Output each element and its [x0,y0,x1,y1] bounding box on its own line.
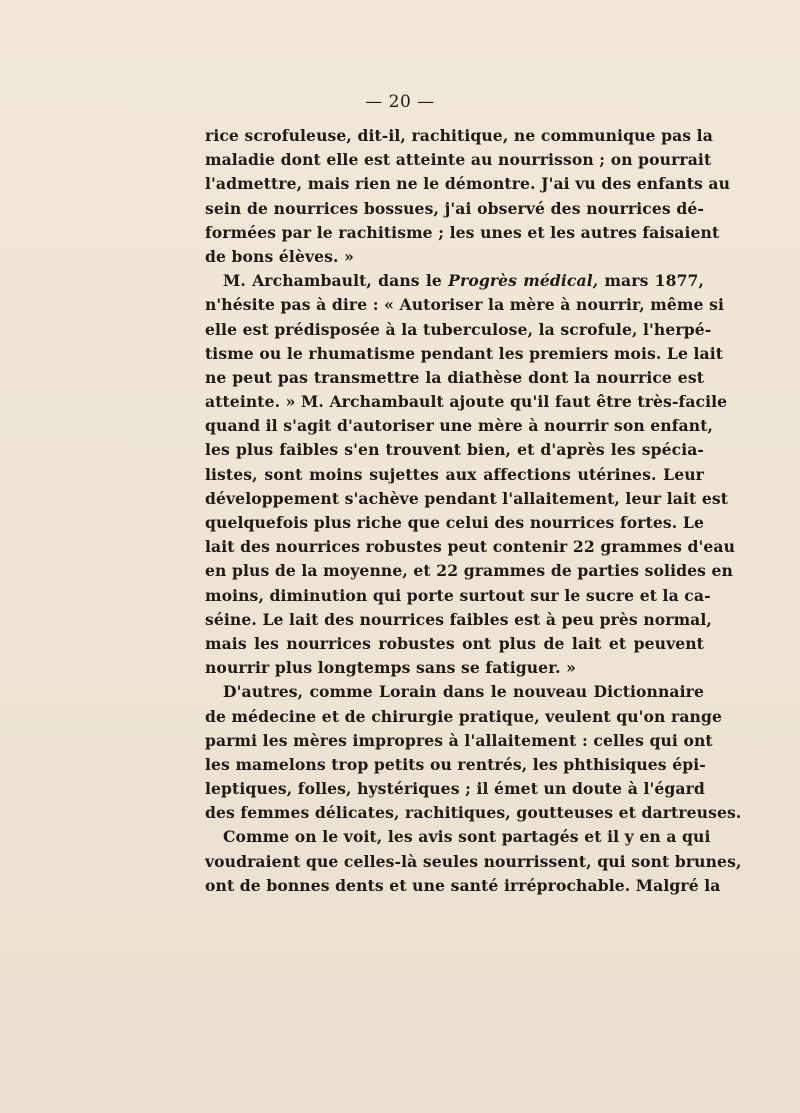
text-line: ont de bonnes dents et une santé irréprochable. Malgré la [205,875,721,895]
text-line: D'autres, comme Lorain dans le nouveau Dictionnaire [223,682,704,702]
text-line: mais les nourrices robustes ont plus de lait et peuvent [205,633,704,653]
text-line: des femmes délicates, rachitiques, goutteuses et dartreuses. [205,803,742,823]
text-line: quand il s'agit d'autoriser une mère à nourrir son enfant, [205,416,714,436]
text-line: nourrir plus longtemps sans se fatiguer. » [205,658,576,678]
journal-title: Progrès médical, [448,271,599,291]
text-line: parmi les mères impropres à l'allaitement : celles qui ont [205,730,713,750]
text-line: atteinte. » M. Archambault ajoute qu'il faut être très-facile [205,392,728,412]
text-line: Comme on le voit, les avis sont partagés et il y en a qui [223,827,711,847]
text-segment: mars 1877, [598,271,705,291]
text-line: leptiques, folles, hystériques ; il émet un doute à l'égard [205,779,705,799]
text-line: développement s'achève pendant l'allaitement, leur lait est [205,488,729,508]
text-line: de bons élèves. » [205,246,354,266]
text-line: les mamelons trop petits ou rentrés, les phthisiques épi- [205,754,706,774]
text-line: sein de nourrices bossues, j'ai observé des nourrices dé- [205,198,704,218]
text-line [205,269,704,293]
page-number: — 20 — [365,92,435,112]
text-line: tisme ou le rhumatisme pendant les premiers mois. Le lait [205,343,724,363]
text-line: rice scrofuleuse, dit-il, rachitique, ne communique pas la [205,126,713,145]
text-line: formées par le rachitisme ; les unes et les autres faisaient [205,222,720,242]
text-line: ne peut pas transmettre la diathèse dont la nourrice est [205,367,704,387]
text-line: en plus de la moyenne, et 22 grammes de parties solides en [205,561,733,581]
text-line: lait des nourrices robustes peut contenir 22 grammes d'eau [205,537,736,557]
text-segment: M. Archambault, dans le [223,271,449,291]
text-line: maladie dont elle est atteinte au nourrisson ; on pourrait [205,150,712,170]
text-line: moins, diminution qui porte surtout sur le sucre et la ca- [205,585,711,605]
text-line: les plus faibles s'en trouvent bien, et d'après les spécia- [205,440,704,460]
text-line: l'admettre, mais rien ne le démontre. J'ai vu des enfants au [205,174,731,194]
text-line: voudraient que celles-là seules nourrissent, qui sont brunes, [205,851,742,871]
body-text [205,124,742,898]
text-line: listes, sont moins sujettes aux affections utérines. Leur [205,464,704,484]
text-line: quelquefois plus riche que celui des nourrices fortes. Le [205,513,704,532]
text-line: elle est prédisposée à la tuberculose, la scrofule, l'herpé- [205,319,712,339]
text-line: n'hésite pas à dire : « Autoriser la mère à nourrir, même si [205,295,724,315]
text-line: de médecine et de chirurgie pratique, veulent qu'on range [205,706,722,726]
text-line: séine. Le lait des nourrices faibles est à peu près normal, [205,609,712,629]
